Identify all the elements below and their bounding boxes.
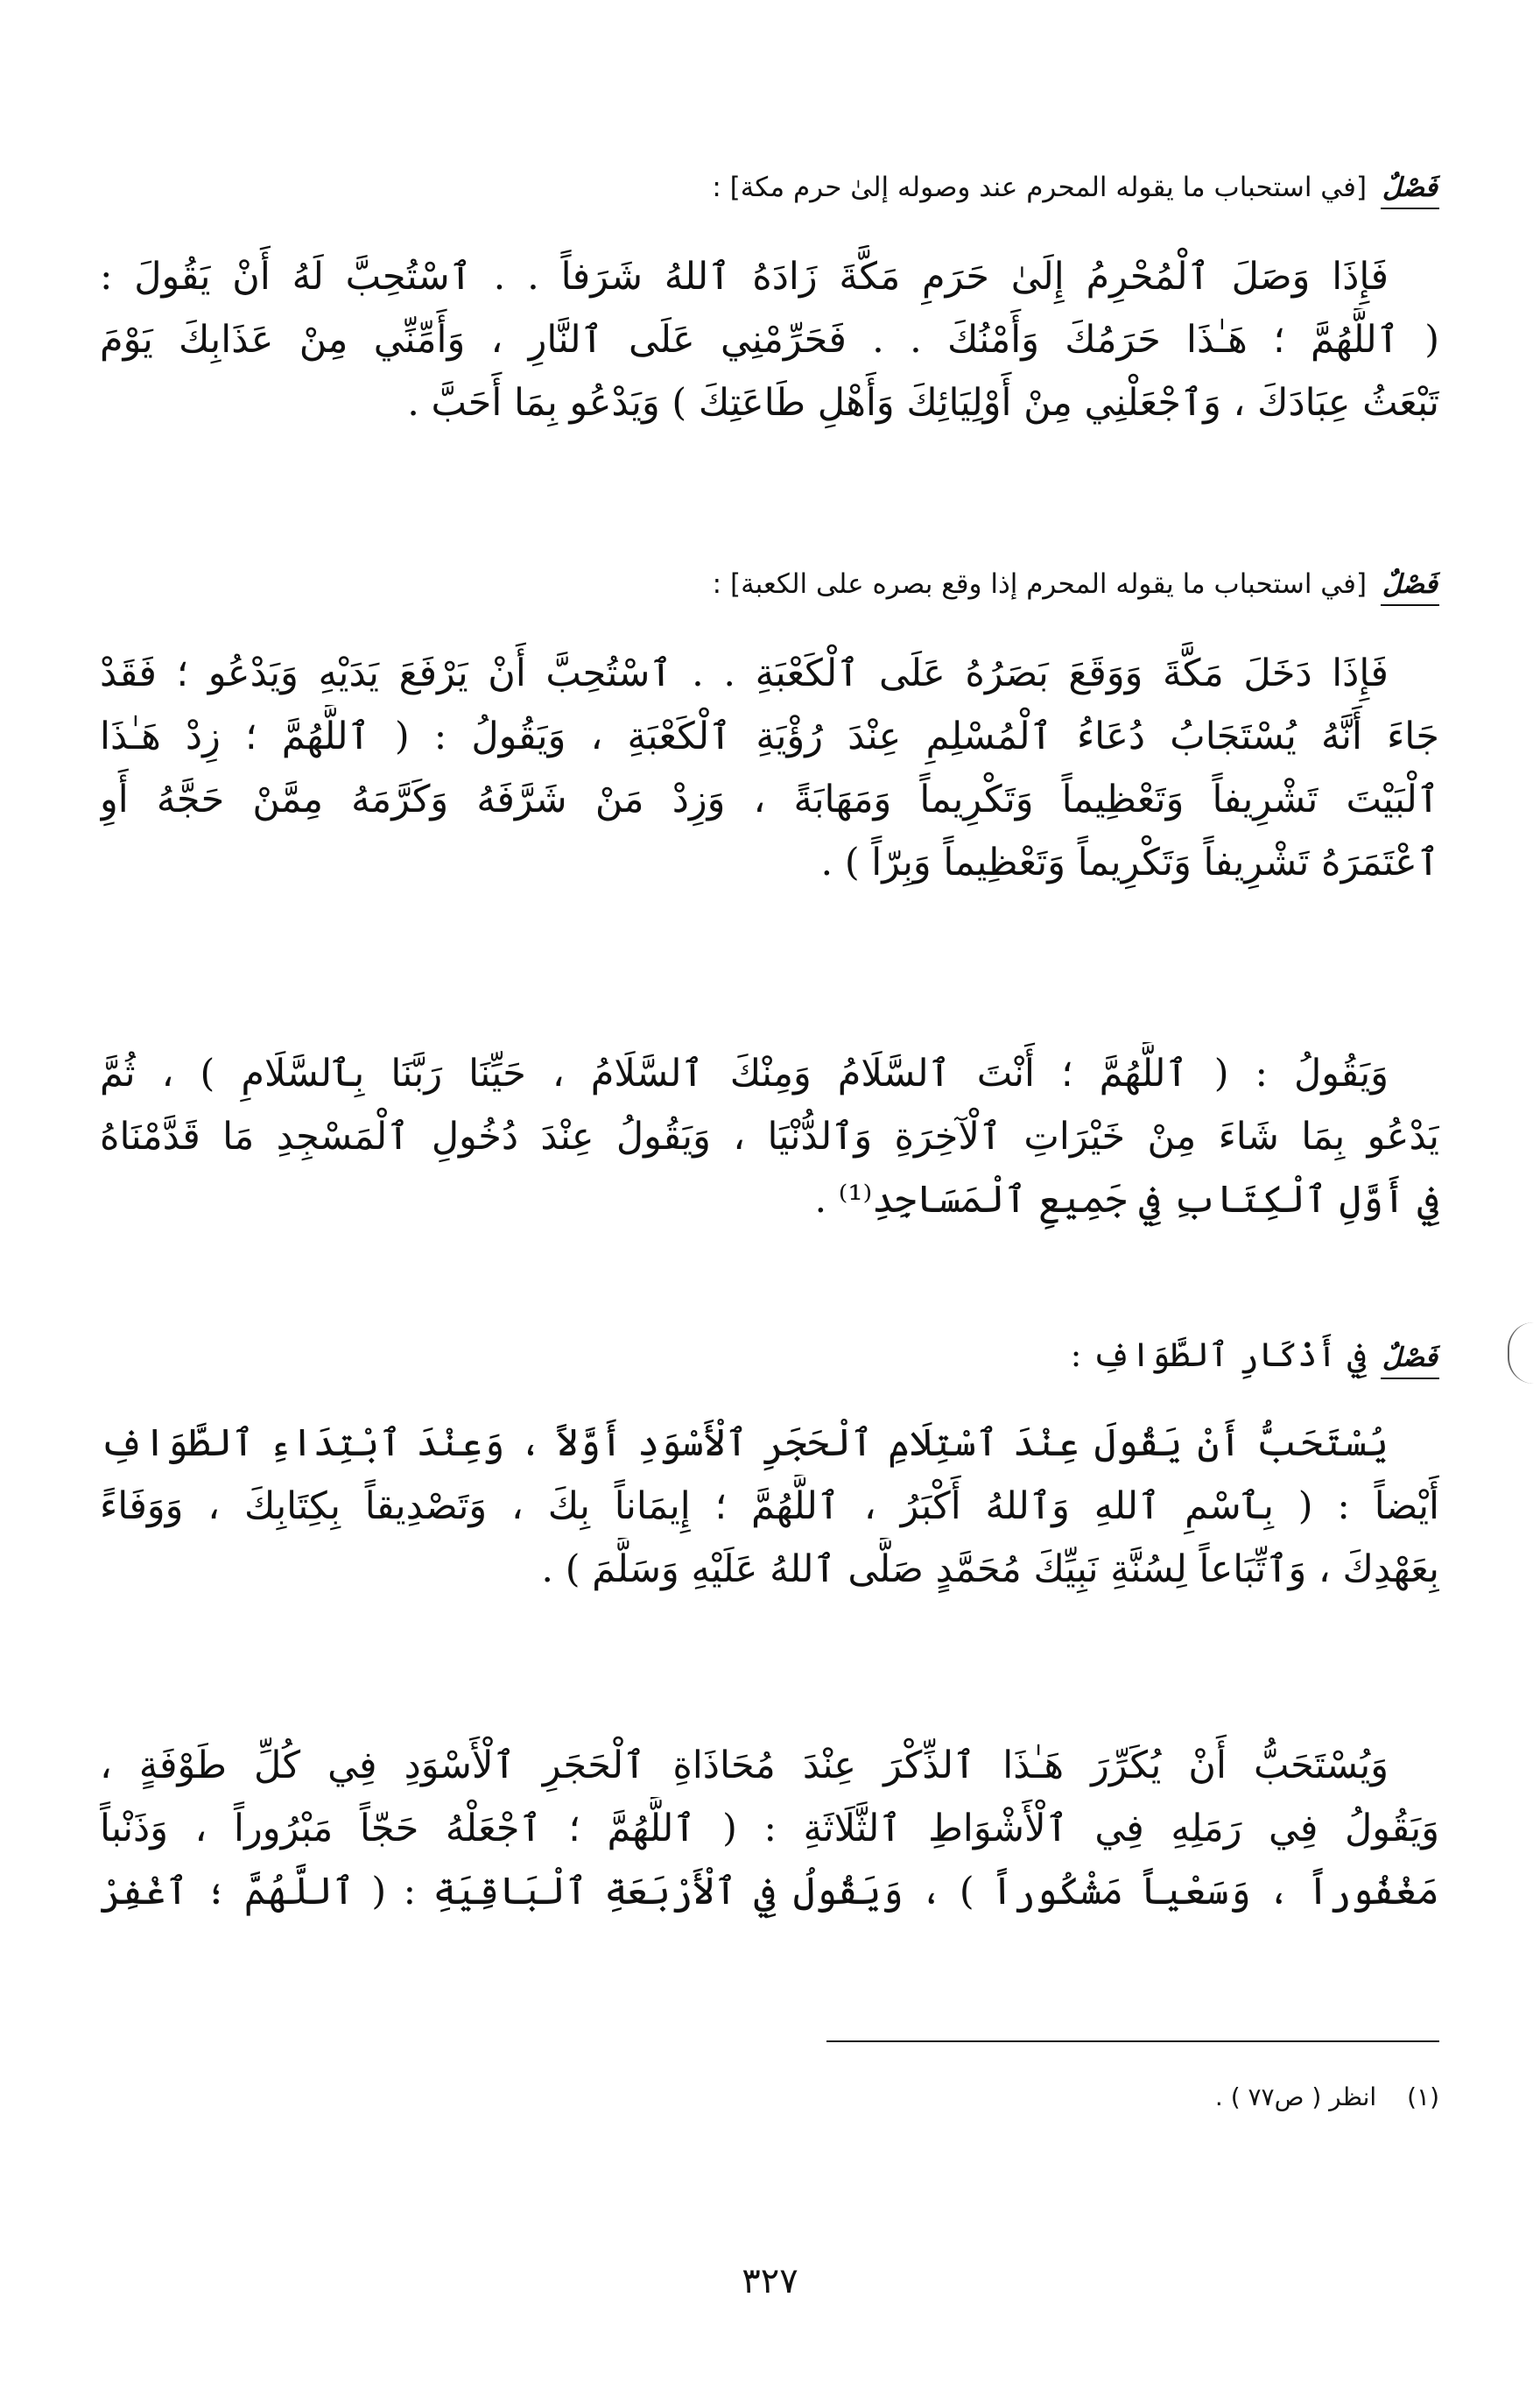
footnote — [739, 2080, 1439, 2115]
text-line: ٱلْبَيْتَ تَشْرِيفاً وَتَعْظِيماً وَتَكْرِيماً وَمَهَابَةً ، وَزِدْ مَنْ شَرَّفَهُ وَكَرَّمَهُ مِمَّنْ حَجَّهُ أَوِ — [100, 778, 1439, 821]
paragraph — [100, 1412, 1439, 1601]
text-line: يَدْعُو بِمَا شَاءَ مِنْ خَيْرَاتِ ٱلْآخِرَةِ وَٱلدُّنْيَا ، وَيَقُولُ عِنْدَ دُخُولِ ٱلْمَسْجِدِ مَا قَدَّمْنَاهُ — [100, 1115, 1439, 1159]
footnote-divider — [826, 2040, 1439, 2042]
section-heading — [100, 565, 1439, 606]
text-line: فَإِذَا دَخَلَ مَكَّةَ وَوَقَعَ بَصَرُهُ عَلَى ٱلْكَعْبَةِ . . ٱسْتُحِبَّ أَنْ يَرْفَعَ يَدَيْهِ وَيَدْعُو ؛ فَقَدْ — [100, 652, 1389, 695]
text-line: ( ٱللَّهُمَّ ؛ هَـٰذَا حَرَمُكَ وَأَمْنُكَ . . فَحَرِّمْنِي عَلَى ٱلنَّارِ ، وَأَمِّنِّي مِنْ عَذَابِكَ يَوْمَ — [100, 318, 1439, 362]
text-line: وَيَقُولُ فِي رَمَلِهِ فِي ٱلْأَشْوَاطِ ٱلثَّلَاثَةِ : ( ٱللَّهُمَّ ؛ ٱجْعَلْهُ حَجّاً مَبْرُوراً ، وَذَنْباً — [100, 1807, 1439, 1850]
text-line: يُسْتَحَبُّ أَنْ يَقُولَ عِنْدَ ٱسْتِلَامِ ٱلْحَجَرِ ٱلْأَسْوَدِ أَوَّلاً ، وَعِنْدَ ٱبْتِدَاءِ ٱلطَّوَافِ — [100, 1421, 1389, 1465]
text-line: وَيُسْتَحَبُّ أَنْ يُكَرِّرَ هَـٰذَا ٱلذِّكْرَ عِنْدَ مُحَاذَاةِ ٱلْحَجَرِ ٱلْأَسْوَدِ فِي كُلِّ طَوْفَةٍ ، — [100, 1744, 1389, 1787]
paragraph — [100, 1042, 1439, 1231]
margin-mark — [1508, 1322, 1536, 1384]
fasl-ornament: فَصْلٌ — [1381, 566, 1439, 606]
text-line: بِعَهْدِكَ ، وَٱتِّبَاعاً لِسُنَّةِ نَبِيِّكَ مُحَمَّدٍ صَلَّى ٱللهُ عَلَيْهِ وَسَلَّمَ ) . — [541, 1547, 1439, 1591]
section-heading-text: [في استحباب ما يقوله المحرم عند وصوله إلىٰ حرم مكة] : — [712, 172, 1368, 203]
text-line: فِي أَوَّلِ ٱلْكِتَابِ فِي جَمِيعِ ٱلْمَسَاجِدِ⁽¹⁾ . — [814, 1178, 1439, 1222]
text-line: أَيْضاً : ( بِٱسْمِ ٱللهِ وَٱللهُ أَكْبَرُ ، ٱللَّهُمَّ ؛ إِيمَاناً بِكَ ، وَتَصْدِيقاً بِكِتَابِكَ ، وَوَفَاءً — [100, 1484, 1439, 1528]
paragraph — [100, 642, 1439, 894]
text-line: ٱعْتَمَرَهُ تَشْرِيفاً وَتَكْرِيماً وَتَعْظِيماً وَبِرّاً ) . — [820, 841, 1439, 884]
paragraph — [100, 245, 1439, 434]
text-line: جَاءَ أَنَّهُ يُسْتَجَابُ دُعَاءُ ٱلْمُسْلِمِ عِنْدَ رُؤْيَةِ ٱلْكَعْبَةِ ، وَيَقُولُ : ( ٱللَّهُمَّ ؛ زِدْ هَـٰذَا — [100, 715, 1439, 758]
section-heading — [100, 168, 1439, 209]
fasl-ornament: فَصْلٌ — [1381, 1339, 1439, 1379]
page-number: ٣٢٧ — [742, 2261, 798, 2301]
section-heading-text: فِي أَذْكَارِ ٱلطَّوَافِ : — [1070, 1335, 1368, 1374]
fasl-ornament: فَصْلٌ — [1381, 169, 1439, 209]
text-line: تَبْعَثُ عِبَادَكَ ، وَٱجْعَلْنِي مِنْ أَوْلِيَائِكَ وَأَهْلِ طَاعَتِكَ ) وَيَدْعُو بِمَا أَحَبَّ . — [407, 381, 1439, 425]
section-heading-text: [في استحباب ما يقوله المحرم إذا وقع بصره على الكعبة] : — [712, 568, 1368, 600]
footnote-number: (١) — [1407, 2082, 1439, 2111]
text-line: وَيَقُولُ : ( ٱللَّهُمَّ ؛ أَنْتَ ٱلسَّلَامُ وَمِنْكَ ٱلسَّلَامُ ، حَيِّنَا رَبَّنَا بِٱلسَّلَامِ ) ، ثُمَّ — [100, 1052, 1389, 1096]
text-line: فَإِذَا وَصَلَ ٱلْمُحْرِمُ إِلَىٰ حَرَمِ مَكَّةَ زَادَهُ ٱللهُ شَرَفاً . . ٱسْتُحِبَّ لَهُ أَنْ يَقُولَ : — [100, 255, 1389, 299]
section-heading — [100, 1335, 1439, 1379]
text-line: مَغْفُوراً ، وَسَعْياً مَشْكُوراً ) ، وَيَقُولُ فِي ٱلْأَرْبَعَةِ ٱلْبَاقِيَةِ : ( ٱللَّهُمَّ ؛ ٱغْفِرْ — [100, 1870, 1439, 1913]
footnote-text: انظر ( ص٧٧ ) . — [1214, 2082, 1377, 2111]
paragraph — [100, 1734, 1439, 1923]
